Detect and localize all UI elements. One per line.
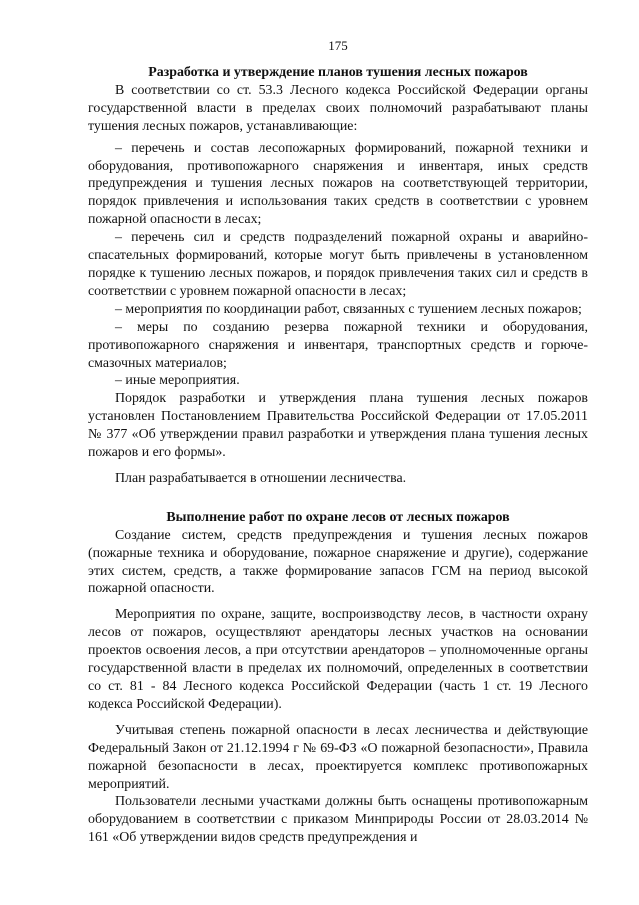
paragraph-intro: В соответствии со ст. 53.3 Лесного кодекса Российской Федерации органы государственной власти в пределах своих полномочий разрабатывают планы тушения лесных пожаров, устанавливающие: bbox=[88, 82, 588, 134]
paragraph: Мероприятия по охране, защите, воспроизводству лесов, в частности охрану лесов от пожаров, осуществляют арендаторы лесных участков на основании проектов освоения лесов, а при отсутствии арендаторов – уполномоченные органы государственной власти в пределах их полномочий, определенных в соответствии со ст. 81 - 84 Лесного кодекса Российской Федерации (часть 1 ст. 19 Лесного кодекса Российской Федерации). bbox=[88, 607, 588, 712]
list-item: – перечень сил и средств подразделений пожарной охраны и аварийно-спасательных формирований, которые могут быть привлечены в установленном порядке к тушению лесных пожаров, и порядок привлечения таких сил и средств в соответствии с уровнем пожарной опасности в лесах; bbox=[88, 230, 588, 299]
paragraph-plan: План разрабатывается в отношении лесничества. bbox=[115, 470, 407, 486]
paragraph-order: Порядок разработки и утверждения плана тушения лесных пожаров установлен Постановлением Правительства Российской Федерации от 17.05.2011 № 377 «Об утверждении правил разработки и утверждения плана тушения лесных пожаров и его формы». bbox=[88, 391, 588, 461]
paragraph: Создание систем, средств предупреждения и тушения лесных пожаров (пожарные техника и оборудование, пожарное снаряжение и другие), содержание этих систем, средств, а также формирование запасов ГСМ на период высокой пожарной опасности. bbox=[88, 527, 588, 597]
list-item: – мероприятия по координации работ, связанных с тушением лесных пожаров; bbox=[115, 301, 582, 317]
section-heading-fire-plans: Разработка и утверждение планов тушения лесных пожаров bbox=[148, 65, 528, 80]
page-number: 175 bbox=[328, 38, 348, 53]
list-item: – перечень и состав лесопожарных формирований, пожарной техники и оборудования, противопожарного снаряжения и инвентаря, иных средств предупреждения и тушения лесных пожаров на соответствующей территории, порядок привлечения и использования таких средств в соответствии с уровнем пожарной опасности в лесах; bbox=[88, 140, 588, 228]
document-page bbox=[88, 0, 588, 847]
paragraph: Учитывая степень пожарной опасности в лесах лесничества и действующие Федеральный Закон от 21.12.1994 г № 69-ФЗ «О пожарной безопасности», Правила пожарной безопасности в лесах, проектируется комплекс противопожарных мероприятий. bbox=[88, 722, 588, 792]
section-heading-fire-protection: Выполнение работ по охране лесов от лесных пожаров bbox=[166, 509, 510, 525]
paragraph: Пользователи лесными участками должны быть оснащены противопожарным оборудованием в соответствии с приказом Минприроды России от 28.03.2014 № 161 «Об утверждении видов средств предупреждения и bbox=[88, 794, 588, 846]
list-item: – меры по созданию резерва пожарной техники и оборудования, противопожарного снаряжения и инвентаря, транспортных средств и горюче-смазочных материалов; bbox=[88, 319, 588, 371]
list-item: – иные мероприятия. bbox=[115, 373, 240, 389]
